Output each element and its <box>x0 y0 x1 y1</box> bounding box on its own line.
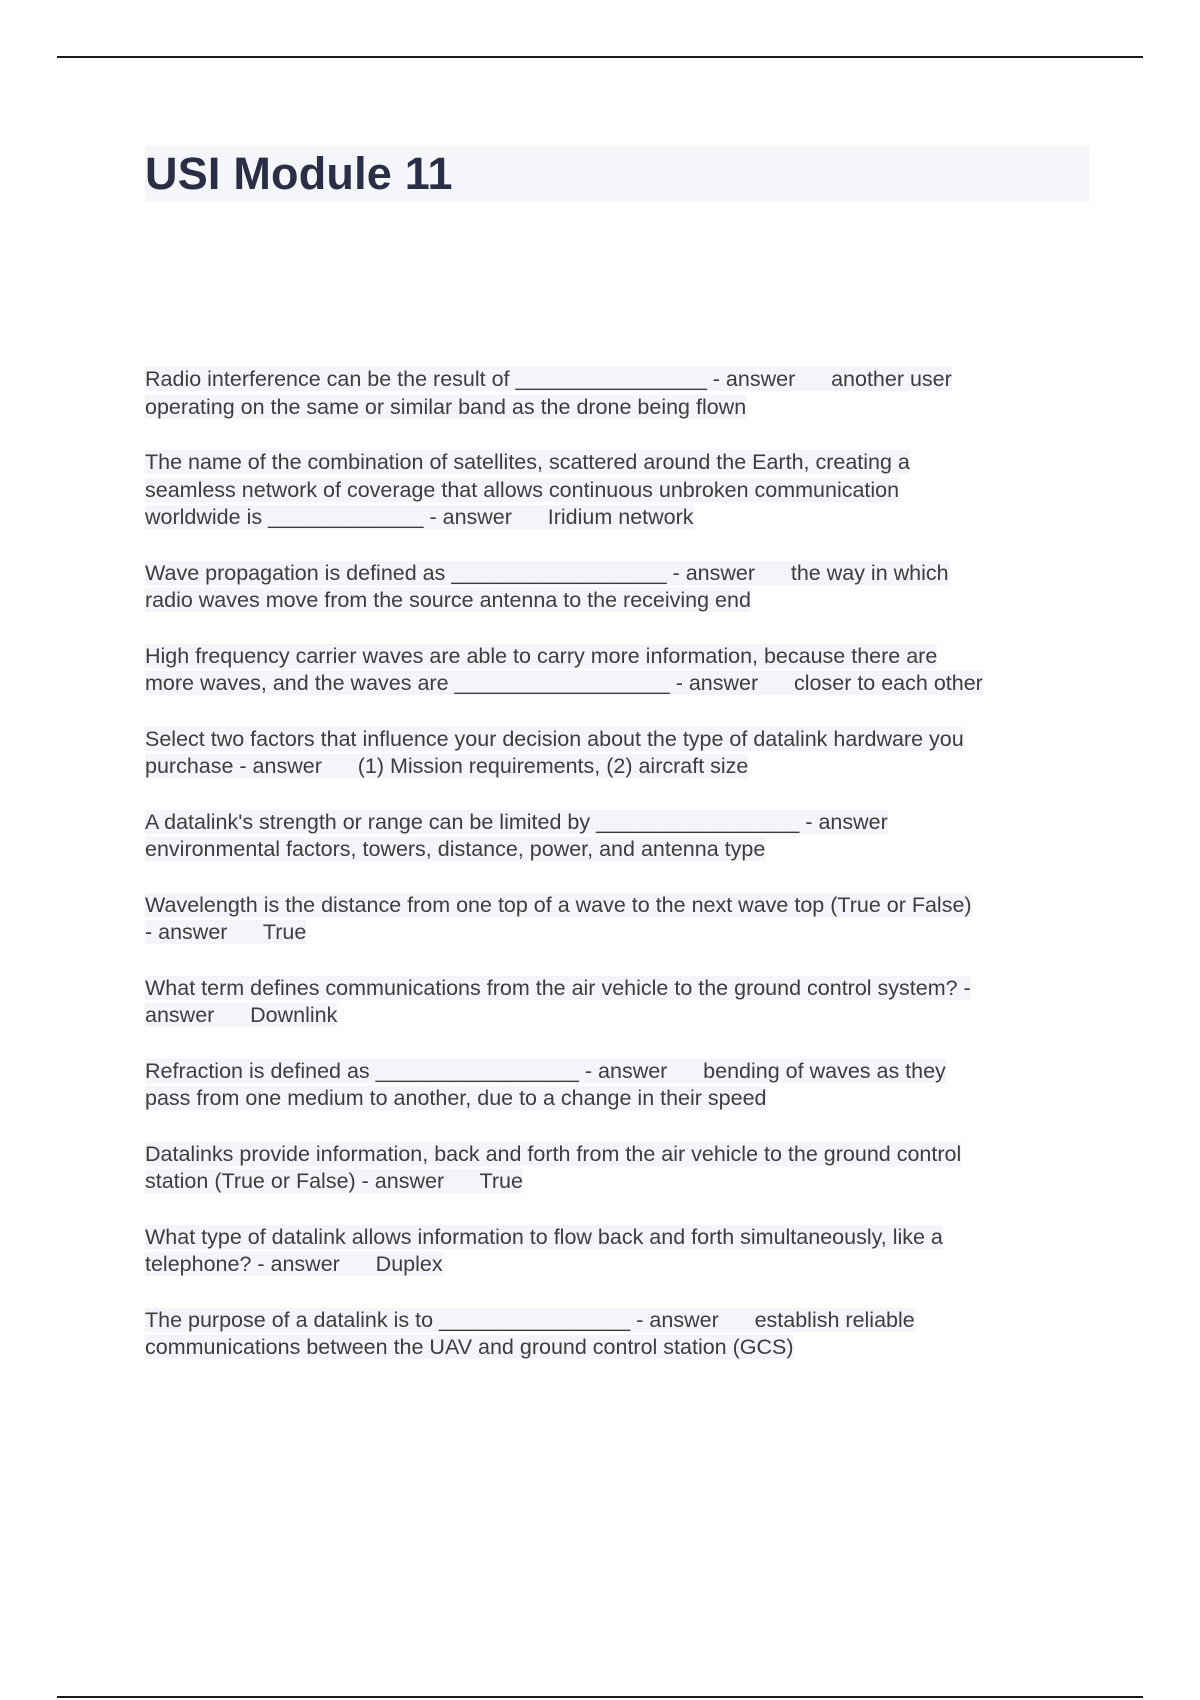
qa-line: seamless network of coverage that allows continuous unbroken communication <box>145 477 900 502</box>
qa-line: The purpose of a datalink is to ________________ - answer establish reliable <box>145 1307 915 1332</box>
qa-item <box>145 643 1095 698</box>
qa-line: - answer True <box>145 920 307 944</box>
qa-item <box>145 726 1095 781</box>
qa-line: station (True or False) - answer True <box>145 1169 523 1193</box>
qa-item <box>145 975 1095 1030</box>
qa-line: What term defines communications from the air vehicle to the ground control system? - <box>145 975 971 1000</box>
qa-line: Radio interference can be the result of ________________ - answer another user <box>145 367 952 391</box>
qa-item <box>145 366 1095 421</box>
qa-item <box>145 809 1095 864</box>
qa-line: communications between the UAV and ground control station (GCS) <box>145 1335 794 1359</box>
qa-line: operating on the same or similar band as the drone being flown <box>145 394 747 419</box>
bottom-divider <box>57 1696 1143 1698</box>
qa-line: purchase - answer (1) Mission requirements, (2) aircraft size <box>145 754 749 778</box>
qa-line: Wave propagation is defined as __________________ - answer the way in which <box>145 560 949 585</box>
qa-line: more waves, and the waves are __________________ - answer closer to each other <box>145 671 983 695</box>
qa-item <box>145 1307 1095 1362</box>
qa-item <box>145 560 1095 615</box>
title-block <box>145 146 1089 202</box>
qa-line: worldwide is _____________ - answer Iridium network <box>145 505 694 529</box>
qa-line: Refraction is defined as _________________ - answer bending of waves as they <box>145 1058 946 1083</box>
qa-item <box>145 1224 1095 1279</box>
qa-line: telephone? - answer Duplex <box>145 1252 443 1276</box>
qa-line: What type of datalink allows information to flow back and forth simultaneously, like a <box>145 1224 943 1249</box>
page-title: USI Module 11 <box>145 148 453 199</box>
qa-line: A datalink's strength or range can be limited by _________________ - answer <box>145 809 888 834</box>
qa-item <box>145 1058 1095 1113</box>
qa-line: answer Downlink <box>145 1003 338 1027</box>
qa-line: Datalinks provide information, back and forth from the air vehicle to the ground control <box>145 1141 962 1166</box>
qa-line: Select two factors that influence your decision about the type of datalink hardware you <box>145 726 964 751</box>
qa-item <box>145 449 1095 532</box>
qa-line: environmental factors, towers, distance, power, and antenna type <box>145 837 766 861</box>
qa-line: pass from one medium to another, due to a change in their speed <box>145 1086 767 1110</box>
qa-item <box>145 892 1095 947</box>
qa-line: radio waves move from the source antenna to the receiving end <box>145 588 751 612</box>
qa-line: High frequency carrier waves are able to carry more information, because there are <box>145 643 938 668</box>
qa-line: The name of the combination of satellites, scattered around the Earth, creating a <box>145 450 910 474</box>
top-divider <box>57 56 1143 58</box>
qa-item <box>145 1141 1095 1196</box>
qa-list <box>145 366 1095 1390</box>
qa-line: Wavelength is the distance from one top of a wave to the next wave top (True or False) <box>145 892 972 917</box>
